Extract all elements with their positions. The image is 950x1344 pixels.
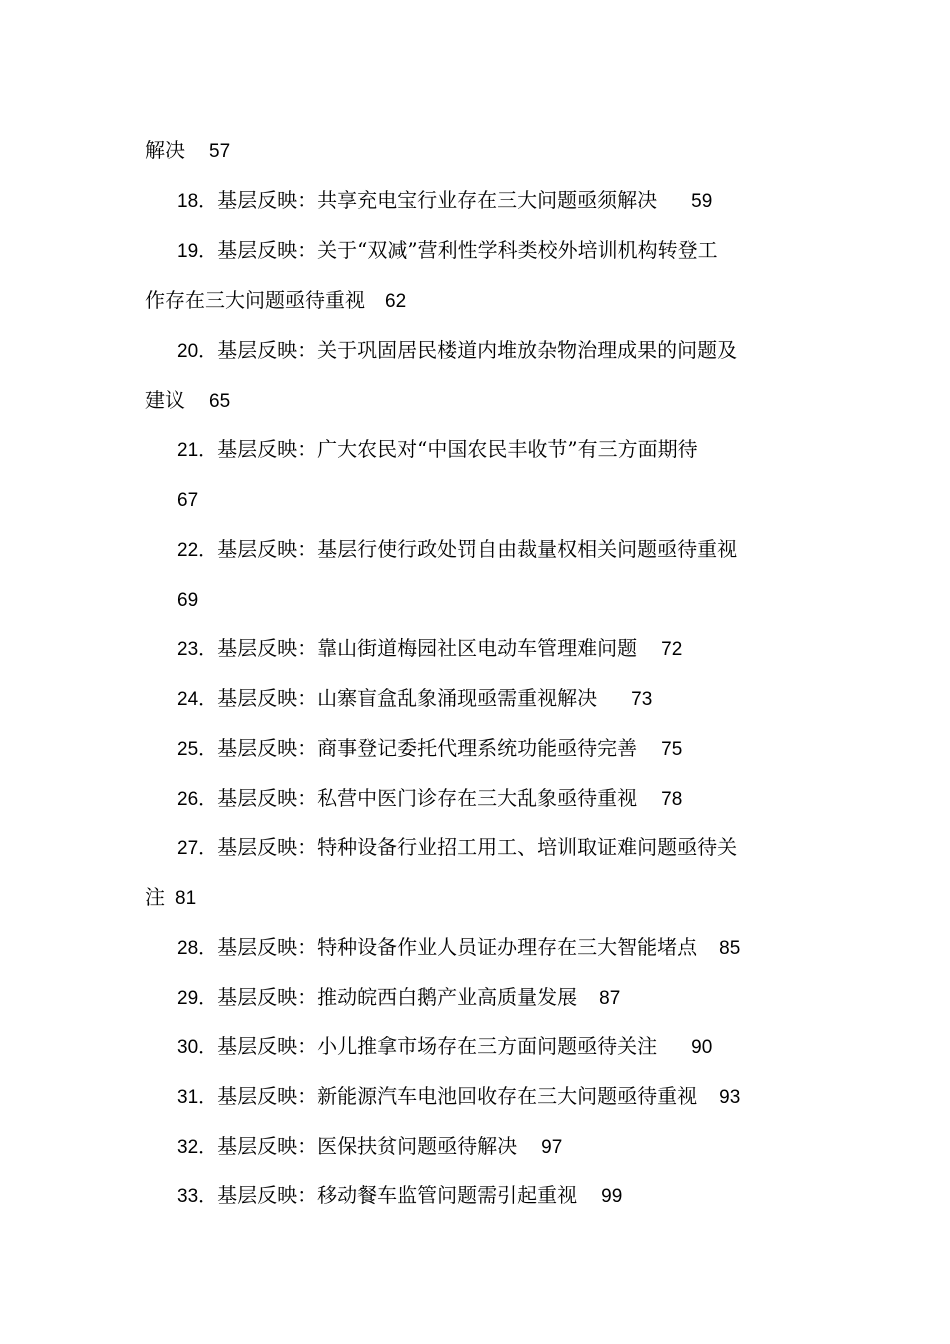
toc-page-number: 87 [599, 988, 621, 1009]
toc-page-number: 62 [385, 291, 407, 312]
toc-entry-27[interactable] [177, 827, 857, 867]
toc-number: 23． [177, 639, 218, 660]
toc-entry-18[interactable] [177, 180, 857, 220]
toc-number: 21． [177, 440, 218, 461]
toc-entry-29[interactable] [177, 977, 857, 1017]
toc-title: 基层反映：医保扶贫问题亟待解决 [217, 1134, 518, 1158]
toc-title: 基层反映：共享充电宝行业存在三大问题亟须解决 [217, 188, 658, 212]
toc-entry-21[interactable] [177, 429, 857, 469]
toc-title: 基层反映：关于“双减”营利性学科类校外培训机构转登工 [217, 238, 718, 262]
toc-line-continuation [177, 579, 857, 619]
toc-entry-33[interactable] [177, 1175, 857, 1215]
toc-title: 基层反映：基层行使行政处罚自由裁量权相关问题亟待重视 [217, 537, 738, 561]
toc-number: 32． [177, 1137, 218, 1158]
toc-entry-30[interactable] [177, 1026, 857, 1066]
toc-entry-19[interactable] [177, 230, 857, 270]
toc-page-number: 81 [175, 888, 197, 909]
toc-title: 基层反映：广大农民对“中国农民丰收节”有三方面期待 [217, 437, 698, 461]
toc-number: 25． [177, 739, 218, 760]
toc-title: 基层反映：特种设备行业招工用工、培训取证难问题亟待关 [217, 835, 738, 859]
toc-number: 31． [177, 1087, 218, 1108]
toc-number: 24． [177, 689, 218, 710]
toc-title: 作存在三大问题亟待重视 [145, 288, 365, 312]
toc-title: 基层反映：小儿推拿市场存在三方面问题亟待关注 [217, 1034, 658, 1058]
toc-title: 基层反映：移动餐车监管问题需引起重视 [217, 1183, 578, 1207]
toc-line-continuation [145, 380, 825, 420]
toc-entry-28[interactable] [177, 927, 857, 967]
toc-entry-31[interactable] [177, 1076, 857, 1116]
toc-page-number: 99 [601, 1186, 623, 1207]
toc-number: 28． [177, 938, 218, 959]
toc-title: 基层反映：特种设备作业人员证办理存在三大智能堵点 [217, 935, 698, 959]
toc-title: 建议 [145, 388, 185, 412]
toc-entry-22[interactable] [177, 529, 857, 569]
toc-number: 26． [177, 789, 218, 810]
toc-number: 19． [177, 241, 218, 262]
toc-title: 基层反映：商事登记委托代理系统功能亟待完善 [217, 736, 638, 760]
toc-page-number: 65 [209, 391, 231, 412]
toc-entry-26[interactable] [177, 778, 857, 818]
toc-number: 30． [177, 1037, 218, 1058]
toc-number: 29． [177, 988, 218, 1009]
toc-page-number: 69 [177, 590, 199, 611]
toc-number: 18． [177, 191, 218, 212]
toc-entry-25[interactable] [177, 728, 857, 768]
toc-line [145, 130, 825, 170]
toc-title: 基层反映：新能源汽车电池回收存在三大问题亟待重视 [217, 1084, 698, 1108]
toc-entry-24[interactable] [177, 678, 857, 718]
toc-page-number: 75 [661, 739, 683, 760]
toc-page-number: 57 [209, 141, 231, 162]
toc-page-number: 59 [691, 191, 713, 212]
toc-page-number: 73 [631, 689, 653, 710]
toc-number: 22． [177, 540, 218, 561]
toc-entry-32[interactable] [177, 1126, 857, 1166]
toc-line-continuation [177, 479, 857, 519]
toc-number: 33． [177, 1186, 218, 1207]
toc-line-continuation [145, 877, 825, 917]
toc-number: 20． [177, 341, 218, 362]
toc-line-continuation [145, 280, 825, 320]
toc-entry-23[interactable] [177, 628, 857, 668]
toc-page-number: 85 [719, 938, 741, 959]
toc-title: 基层反映：关于巩固居民楼道内堆放杂物治理成果的问题及 [217, 338, 738, 362]
toc-number: 27． [177, 838, 218, 859]
toc-page-number: 90 [691, 1037, 713, 1058]
toc-title: 基层反映：山寨盲盒乱象涌现亟需重视解决 [217, 686, 598, 710]
toc-page-number: 97 [541, 1137, 563, 1158]
toc-title: 注 [145, 885, 165, 909]
toc-page-number: 93 [719, 1087, 741, 1108]
toc-page-number: 67 [177, 490, 199, 511]
toc-title: 解决 [145, 138, 185, 162]
toc-title: 基层反映：靠山街道梅园社区电动车管理难问题 [217, 636, 638, 660]
toc-page-number: 72 [661, 639, 683, 660]
toc-entry-20[interactable] [177, 330, 857, 370]
toc-page-number: 78 [661, 789, 683, 810]
toc-title: 基层反映：推动皖西白鹅产业高质量发展 [217, 985, 578, 1009]
toc-title: 基层反映：私营中医门诊存在三大乱象亟待重视 [217, 786, 638, 810]
